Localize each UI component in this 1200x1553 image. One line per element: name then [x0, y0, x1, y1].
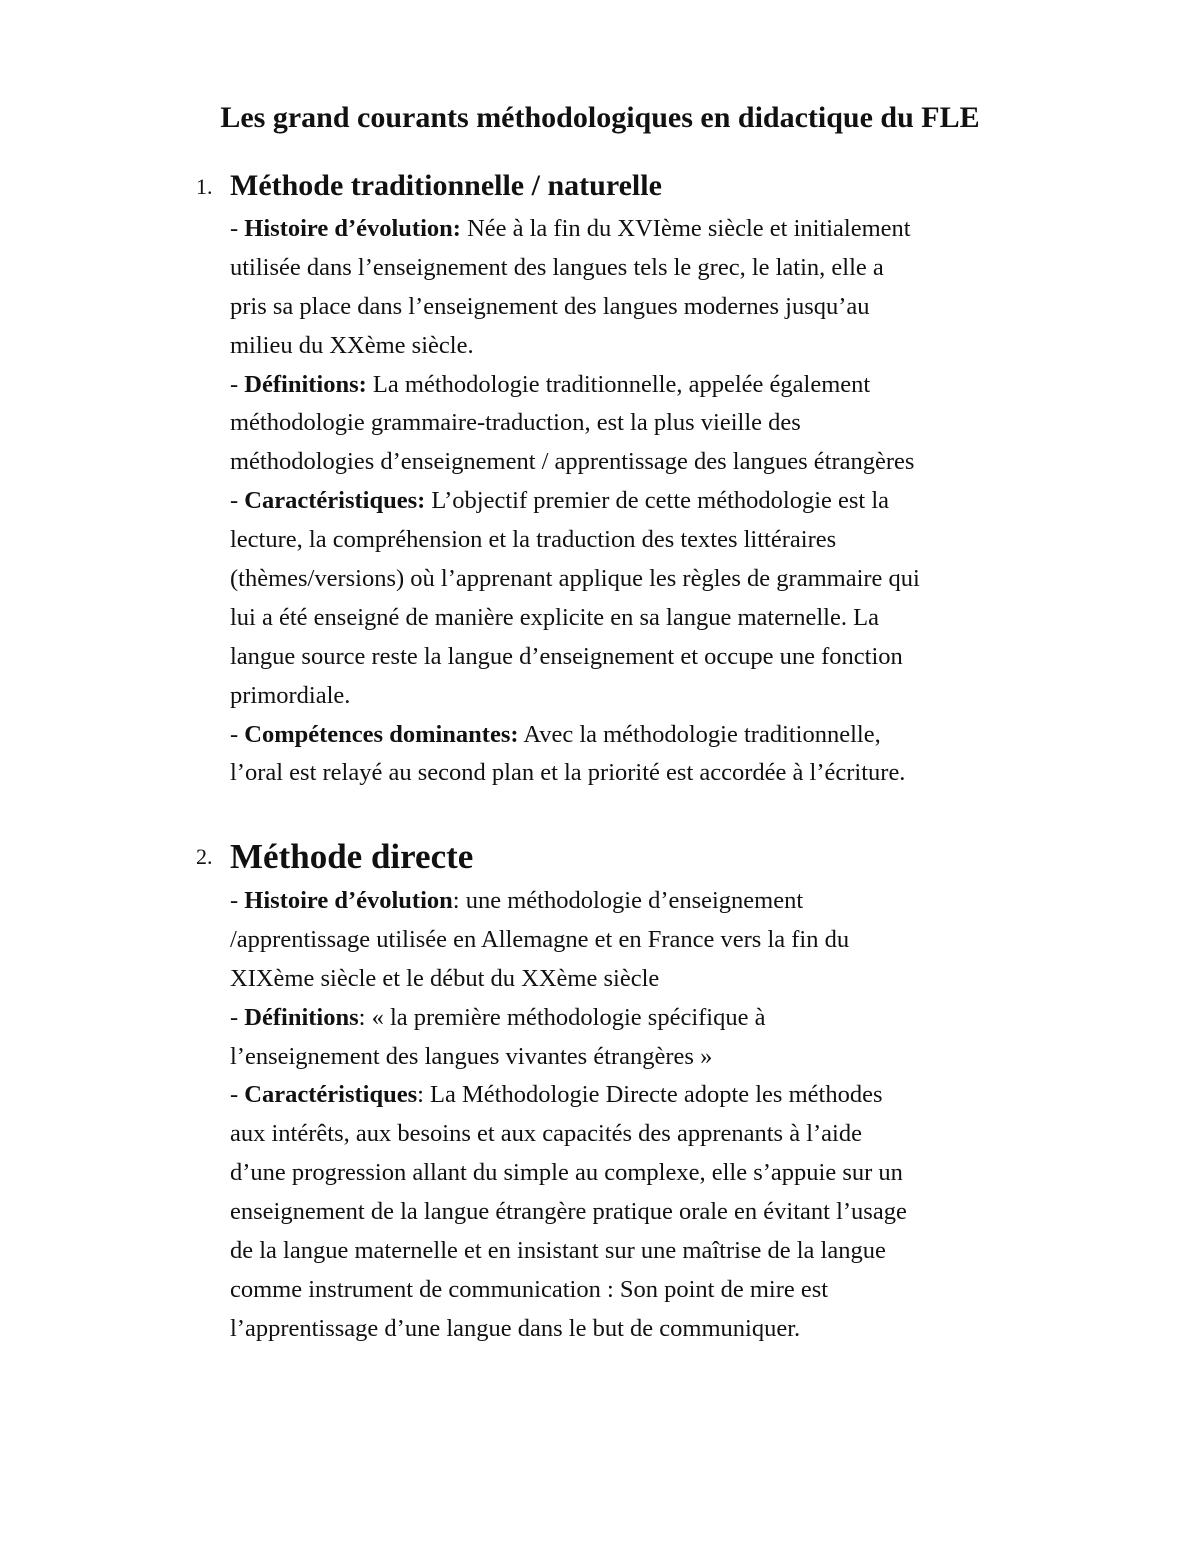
line-text: primordiale.: [230, 681, 351, 709]
line-text: lecture, la compréhension et la traduction des textes littéraires: [230, 526, 837, 554]
line-text: méthodologie grammaire-traduction, est la plus vieille des: [230, 409, 801, 437]
text-line: [230, 521, 1090, 560]
line-text: l’enseignement des langues vivantes étrangères »: [230, 1042, 713, 1070]
text-line: [230, 960, 1090, 999]
section-heading: Méthode directe: [230, 837, 474, 876]
section-heading: Méthode traditionnelle / naturelle: [230, 169, 662, 202]
line-text: pris sa place dans l’enseignement des langues modernes jusqu’au: [230, 292, 870, 320]
line-text: d’une progression allant du simple au complexe, elle s’appuie sur un: [230, 1159, 903, 1187]
term-label: Compétences dominantes:: [244, 720, 519, 748]
bullet-dash: -: [230, 1003, 245, 1031]
document-title: Les grand courants méthodologiques en didactique du FLE: [220, 101, 980, 134]
text-line: [230, 560, 1090, 599]
line-text: Avec la méthodologie traditionnelle,: [518, 720, 881, 748]
term-label: Histoire d’évolution: [244, 887, 453, 914]
bullet-dash: -: [230, 370, 245, 398]
line-text: XIXème siècle et le début du XXème siècle: [230, 964, 660, 992]
bullet-dash: -: [230, 215, 245, 242]
text-line: [230, 921, 1090, 960]
text-line: [230, 599, 1090, 638]
text-line: [230, 638, 1090, 677]
term-label: Caractéristiques: [244, 1081, 418, 1109]
section-body: [230, 210, 1090, 793]
line-text: aux intérêts, aux besoins et aux capacités des apprenants à l’aide: [230, 1120, 862, 1148]
bullet-dash: -: [230, 1081, 245, 1109]
text-line: [230, 754, 1090, 793]
text-line: [230, 443, 1090, 482]
section-number: 2.: [196, 844, 213, 869]
text-line: [230, 1076, 1090, 1115]
line-text: méthodologies d’enseignement / apprentissage des langues étrangères: [230, 448, 915, 476]
line-text: (thèmes/versions) où l’apprenant applique les règles de grammaire qui: [230, 565, 920, 593]
line-text: langue source reste la langue d’enseignement et occupe une fonction: [230, 642, 903, 670]
text-line: [230, 1038, 1090, 1077]
text-line: [230, 1154, 1090, 1193]
section-number: 1.: [196, 174, 213, 199]
text-line: [230, 288, 1090, 327]
line-text: : La Méthodologie Directe adopte les méthodes: [417, 1081, 883, 1109]
text-line: [230, 677, 1090, 716]
line-text: enseignement de la langue étrangère pratique orale en évitant l’usage: [230, 1198, 907, 1226]
term-label: Histoire d’évolution:: [244, 215, 461, 242]
text-line: [230, 404, 1090, 443]
term-label: Définitions: [244, 1003, 359, 1031]
line-text: utilisée dans l’enseignement des langues tels le grec, le latin, elle a: [230, 253, 884, 281]
line-text: : une méthodologie d’enseignement: [452, 887, 804, 914]
text-line: [230, 1193, 1090, 1232]
text-line: [230, 1115, 1090, 1154]
line-text: comme instrument de communication : Son point de mire est: [230, 1275, 829, 1303]
section-body: [230, 882, 1090, 1349]
bullet-dash: -: [230, 720, 245, 748]
term-label: Caractéristiques:: [244, 487, 426, 515]
text-line: [230, 1310, 1090, 1349]
text-line: [230, 366, 1090, 405]
text-line: [230, 210, 1090, 249]
bullet-dash: -: [230, 487, 245, 515]
line-text: Née à la fin du XVIème siècle et initialement: [460, 215, 911, 242]
text-line: [230, 716, 1090, 755]
line-text: L’objectif premier de cette méthodologie est la: [425, 487, 890, 515]
text-line: [230, 882, 1090, 921]
bullet-dash: -: [230, 887, 245, 914]
text-line: [230, 249, 1090, 288]
term-label: Définitions:: [244, 370, 367, 398]
line-text: milieu du XXème siècle.: [230, 331, 474, 359]
text-line: [230, 1271, 1090, 1310]
line-text: : « la première méthodologie spécifique à: [358, 1003, 766, 1031]
line-text: lui a été enseigné de manière explicite en sa langue maternelle. La: [230, 603, 879, 631]
text-line: [230, 1232, 1090, 1271]
text-line: [230, 327, 1090, 366]
line-text: l’apprentissage d’une langue dans le but de communiquer.: [230, 1314, 801, 1342]
line-text: de la langue maternelle et en insistant sur une maîtrise de la langue: [230, 1237, 886, 1265]
line-text: l’oral est relayé au second plan et la priorité est accordée à l’écriture.: [230, 759, 906, 787]
line-text: La méthodologie traditionnelle, appelée également: [366, 370, 871, 398]
text-line: [230, 999, 1090, 1038]
text-line: [230, 482, 1090, 521]
line-text: /apprentissage utilisée en Allemagne et en France vers la fin du: [230, 925, 850, 953]
